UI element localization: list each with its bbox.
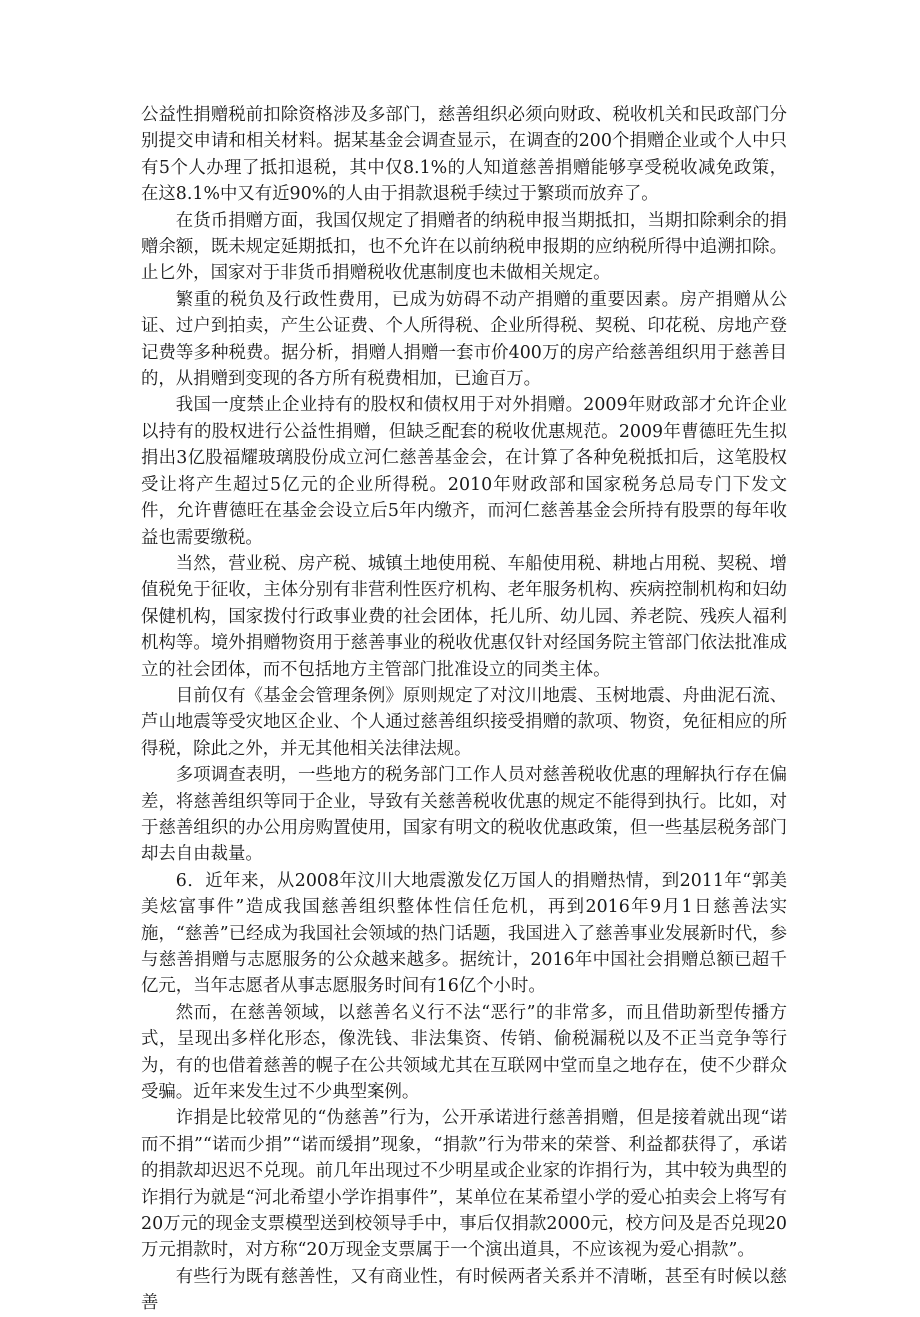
paragraph: 目前仅有《基金会管理条例》原则规定了对汶川地震、玉树地震、舟曲泥石流、芦山地震等受灾地区企业、个人通过慈善组织接受捐赠的款项、物资，免征相应的所得税，除此之外，并无其他相关法律法规。 bbox=[141, 685, 787, 759]
paragraph: 我国一度禁止企业持有的股权和债权用于对外捐赠。2009年财政部才允许企业以持有的股权进行公益性捐赠，但缺乏配套的税收优惠规范。2009年曹德旺先生拟捐出3亿股福耀玻璃股份成立河仁慈善基金会，在计算了各种免税抵扣后，这笔股权受让将产生超过5亿元的企业所得税。2010年财政部和国家税务总局专门下发文件，允许曹德旺在基金会设立后5年内缴齐，而河仁慈善基金会所持有股票的每年收益也需要缴税。 bbox=[141, 395, 787, 548]
paragraph: 有些行为既有慈善性，又有商业性，有时候两者关系并不清晰，甚至有时候以慈善 bbox=[141, 1266, 787, 1314]
document-body bbox=[141, 102, 787, 1317]
paragraph: 当然，营业税、房产税、城镇土地使用税、车船使用税、耕地占用税、契税、增值税免于征收，主体分别有非营利性医疗机构、老年服务机构、疾病控制机构和妇幼保健机构，国家拨付行政事业费的社会团体，托儿所、幼儿园、养老院、残疾人福利机构等。境外捐赠物资用于慈善事业的税收优惠仅针对经国务院主管部门依法批准成立的社会团体，而不包括地方主管部门批准设立的同类主体。 bbox=[141, 553, 787, 680]
paragraph: 在货币捐赠方面，我国仅规定了捐赠者的纳税申报当期抵扣，当期扣除剩余的捐赠余额，既未规定延期抵扣，也不允许在以前纳税申报期的应纳税所得中追溯扣除。止匕外，国家对于非货币捐赠税收优惠制度也未做相关规定。 bbox=[141, 210, 787, 284]
paragraph: 繁重的税负及行政性费用，已成为妨碍不动产捐赠的重要因素。房产捐赠从公证、过户到拍卖，产生公证费、个人所得税、企业所得税、契税、印花税、房地产登记费等多种税费。据分析，捐赠人捐赠一套市价400万的房产给慈善组织用于慈善目的，从捐赠到变现的各方所有税费相加，已逾百万。 bbox=[141, 289, 787, 390]
paragraph: 然而，在慈善领域，以慈善名义行不法“恶行”的非常多，而且借助新型传播方式，呈现出多样化形态，像洗钱、非法集资、传销、偷税漏税以及不正当竞争等行为，有的也借着慈善的幌子在公共领域尤其在互联网中堂而皇之地存在，使不少群众受骗。近年来发生过不少典型案例。 bbox=[141, 1002, 787, 1103]
paragraph: 公益性捐赠税前扣除资格涉及多部门，慈善组织必须向财政、税收机关和民政部门分别提交申请和相关材料。据某基金会调查显示，在调查的200个捐赠企业或个人中只有5个人办理了抵扣退税，其中仅8.1%的人知道慈善捐赠能够享受税收减免政策，在这8.1%中又有近90%的人由于捐款退税手续过于繁琐而放弃了。 bbox=[141, 105, 787, 205]
paragraph: 多项调查表明，一些地方的税务部门工作人员对慈善税收优惠的理解执行存在偏差，将慈善组织等同于企业，导致有关慈善税收优惠的规定不能得到执行。比如，对于慈善组织的办公用房购置使用，国家有明文的税收优惠政策，但一些基层税务部门却去自由裁量。 bbox=[141, 765, 787, 865]
paragraph: 6．近年来，从2008年汶川大地震激发亿万国人的捐赠热情，到2011年“郭美美炫富事件”造成我国慈善组织整体性信任危机，再到2016年9月1日慈善法实施，“慈善”已经成为我国社会领域的热门话题，我国进入了慈善事业发展新时代，参与慈善捐赠与志愿服务的公众越来越多。据统计，2016年中国社会捐赠总额已超千亿元，当年志愿者从事志愿服务时间有16亿个小时。 bbox=[141, 870, 787, 997]
paragraph: 诈捐是比较常见的“伪慈善”行为，公开承诺进行慈善捐赠，但是接着就出现“诺而不捐”“诺而少捐”“诺而缓捐”现象，“捐款”行为带来的荣誉、利益都获得了，承诺的捐款却迟迟不兑现。前几年出现过不少明星或企业家的诈捐行为，其中较为典型的诈捐行为就是“河北希望小学诈捐事件”，某单位在某希望小学的爱心拍卖会上将写有20万元的现金支票模型送到校领导手中，事后仅捐款2000元，校方问及是否兑现20万元捐款时，对方称“20万现金支票属于一个演出道具，不应该视为爱心捐款”。 bbox=[141, 1108, 787, 1261]
